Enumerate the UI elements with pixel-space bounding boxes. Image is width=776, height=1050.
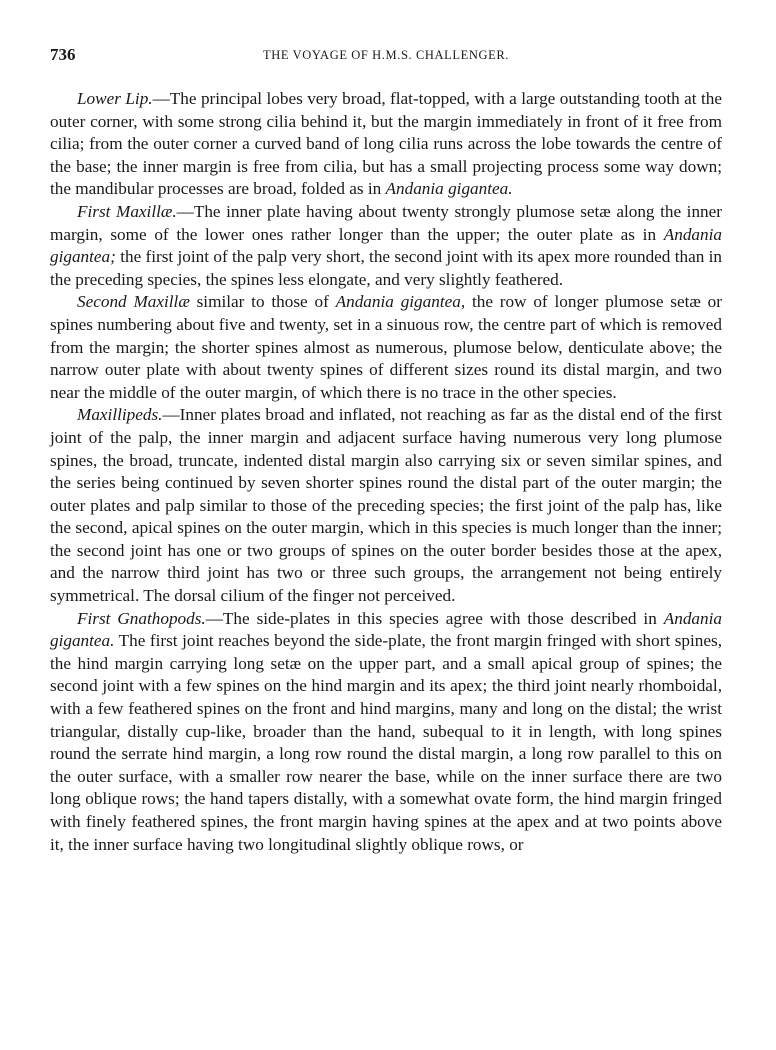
paragraph-body: —The inner plate having about twenty strongly plumose setæ along the inner margin, some of the lower ones rather longer than the upper; the outer plate as in Andania gigantea; the first joint of the palp very short, the second joint with its apex more rounded than in the preceding species, the spines less elongate, and very slightly feathered. xyxy=(50,201,722,289)
running-title: THE VOYAGE OF H.M.S. CHALLENGER. xyxy=(262,48,510,62)
paragraph-body: —The side-plates in this species agree with those described in Andania gigantea. The first joint reaches beyond the side-plate, the front margin fringed with short spines, the hind margin carrying long setæ on the upper part, and a small apical group of spines; the second joint with a few spines on the hind margin and its apex; the third joint nearly rhomboidal, with a few feathered spines on the front and hind margins, many and long on the distal; the wrist triangular, distally cup-like, broader than the hand, subequal to it in length, with long spines round the serrate hind margin, a long row round the distal margin, a long row parallel to this on the outer surface, with a smaller row nearer the base, while on the inner surface there are two long oblique rows; the hand tapers distally, with a somewhat ovate form, the hind margin fringed with finely feathered spines, the front margin having spines at the apex and at two points above it, the inner surface having two longitudinal slightly oblique rows, or xyxy=(50,608,722,854)
running-header xyxy=(50,45,722,69)
paragraph-body: similar to those of Andania gigantea, the row of longer plumose setæ or spines numbering about five and twenty, set in a sinuous row, the centre part of which is removed from the margin; the shorter spines almost as numerous, plumose below, denticulate above; the narrow outer plate with about twenty spines of different sizes round its distal margin, and two near the middle of the outer margin, of which there is no trace in the other species. xyxy=(50,292,722,402)
species-name: Andania gigantea. xyxy=(50,608,722,651)
species-name: Andania gigantea, xyxy=(335,292,466,312)
page-number: 736 xyxy=(50,45,76,64)
species-name: Andania gigantea; xyxy=(50,224,722,267)
paragraph-heading: Lower Lip. xyxy=(77,89,153,108)
paragraph-heading: Maxillipeds. xyxy=(77,405,163,425)
paragraph-body: —The principal lobes very broad, flat-topped, with a large outstanding tooth at the outer corner, with some strong cilia behind it, but the margin immediately in front of it free from cilia; from the outer corner a curved band of long cilia runs across the lobe towards the centre of the base; the inner margin is free from cilia, but has a small projecting process some way down; the mandibular processes are broad, folded as in Andania gigantea. xyxy=(50,89,722,199)
species-name: Andania gigantea. xyxy=(385,179,513,199)
paragraph-heading: Second Maxillæ xyxy=(77,292,190,312)
paragraph-second-maxillae xyxy=(50,291,722,404)
paragraph-first-maxillae xyxy=(50,201,722,291)
paragraph-first-gnathopods xyxy=(50,608,722,857)
paragraph-maxillipeds xyxy=(50,404,722,607)
paragraph-heading: First Maxillæ. xyxy=(77,201,177,221)
paragraph-body: —Inner plates broad and inflated, not reaching as far as the distal end of the first joint of the palp, the inner margin and adjacent surface having numerous very long plumose spines, the broad, truncate, indented distal margin also carrying six or seven similar spines, and the series being continued by seven shorter spines round the distal part of the outer margin; the outer plates and palp similar to those of the preceding species; the first joint of the palp has, like the second, apical spines on the outer margin, which in this species is much longer than the inner; the second joint has one or two groups of spines on the outer border besides those at the apex, and the narrow third joint has two or three such groups, the arrangement not being entirely symmetrical. The dorsal cilium of the finger not perceived. xyxy=(50,405,722,606)
body-text xyxy=(50,88,722,856)
paragraph-heading: First Gnathopods. xyxy=(77,608,206,628)
paragraph-lower-lip xyxy=(50,88,722,201)
